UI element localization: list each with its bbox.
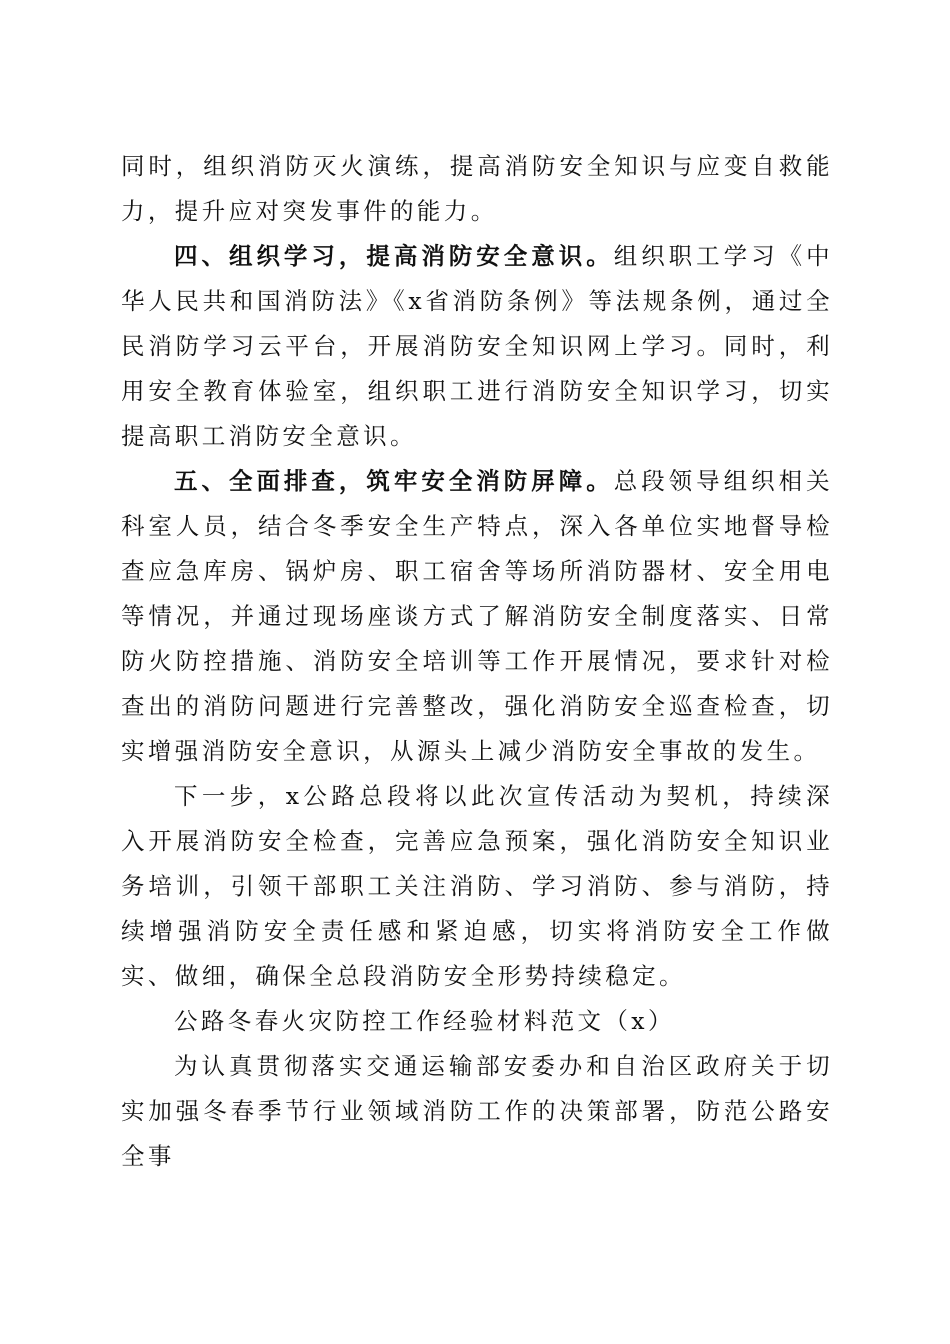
paragraph-text: 下一步，x公路总段将以此次宣传活动为契机，持续深入开展消防安全检查，完善应急预案，强化消防安全知识业务培训，引领干部职工关注消防、学习消防、参与消防，持续增强消防安全责任感和紧迫感，切实将消防安全工作做实、做细，确保全总段消防安全形势持续稳定。	[121, 782, 833, 990]
subtitle-text: 公路冬春火灾防控工作经验材料范文（x）	[174, 1007, 675, 1035]
section-heading-five: 五、全面排查，筑牢安全消防屏障。	[174, 467, 614, 495]
paragraph-next-steps	[121, 774, 833, 999]
document-subtitle	[121, 999, 833, 1044]
paragraph-text: 组织职工学习《中华人民共和国消防法》《x省消防条例》等法规条例，通过全民消防学习云平台，开展消防安全知识网上学习。同时，利用安全教育体验室，组织职工进行消防安全知识学习，切实提高职工消防安全意识。	[121, 242, 833, 450]
paragraph-section-five	[121, 459, 833, 774]
paragraph-section-four	[121, 234, 833, 459]
paragraph-text: 同时，组织消防灭火演练，提高消防安全知识与应变自救能力，提升应对突发事件的能力。	[121, 152, 833, 225]
paragraph-continuation	[121, 144, 833, 234]
document-body	[121, 144, 833, 1179]
paragraph-intro	[121, 1044, 833, 1179]
paragraph-text: 总段领导组织相关科室人员，结合冬季安全生产特点，深入各单位实地督导检查应急库房、锅炉房、职工宿舍等场所消防器材、安全用电等情况，并通过现场座谈方式了解消防安全制度落实、日常防火防控措施、消防安全培训等工作开展情况，要求针对检查出的消防问题进行完善整改，强化消防安全巡查检查，切实增强消防安全意识，从源头上减少消防安全事故的发生。	[121, 467, 833, 765]
paragraph-text: 为认真贯彻落实交通运输部安委办和自治区政府关于切实加强冬春季节行业领域消防工作的决策部署，防范公路安全事	[121, 1052, 833, 1170]
section-heading-four: 四、组织学习，提高消防安全意识。	[174, 242, 614, 270]
